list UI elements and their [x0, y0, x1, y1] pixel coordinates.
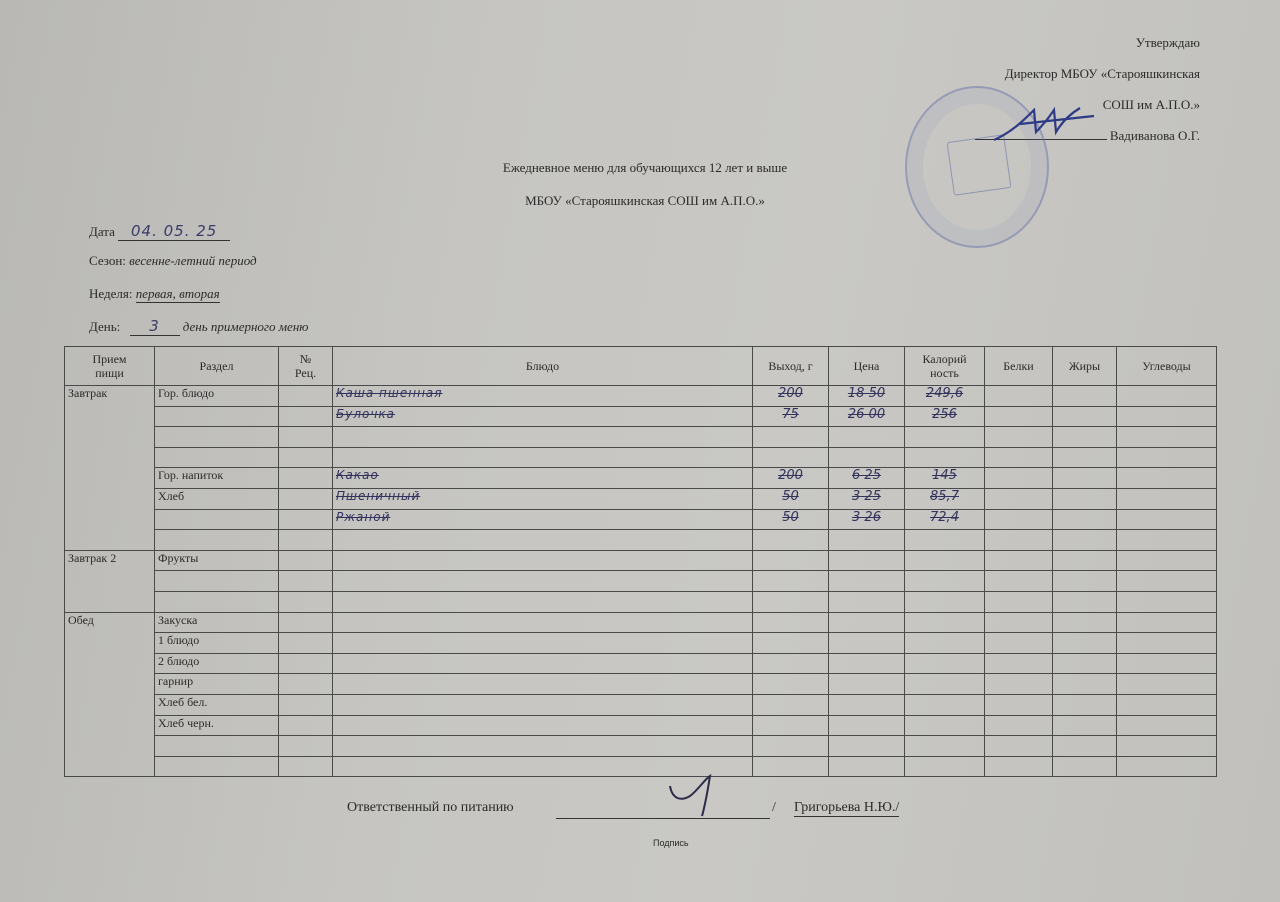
cell-calories: 72,4 [905, 509, 985, 530]
cell-calories [905, 612, 985, 633]
day-value: 3 [130, 317, 180, 336]
cell-yield [753, 674, 829, 695]
cell-protein [985, 736, 1053, 757]
cell-protein [985, 612, 1053, 633]
cell-yield: 200 [753, 468, 829, 489]
cell-price [829, 694, 905, 715]
season-label: Сезон: [89, 253, 126, 268]
cell-meal: Завтрак 2 [65, 550, 155, 612]
cell-yield [753, 427, 829, 448]
cell-carbs [1117, 633, 1217, 654]
cell-fat [1053, 509, 1117, 530]
cell-yield: 75 [753, 406, 829, 427]
cell-carbs [1117, 653, 1217, 674]
cell-price [829, 427, 905, 448]
cell-recipe-no [279, 571, 333, 592]
cell-calories [905, 633, 985, 654]
table-row [65, 633, 1217, 654]
cell-dish [333, 447, 753, 468]
cell-carbs [1117, 715, 1217, 736]
season-field [89, 253, 257, 269]
cell-yield [753, 530, 829, 551]
cell-recipe-no [279, 468, 333, 489]
cell-yield [753, 756, 829, 777]
cell-recipe-no [279, 386, 333, 407]
table-row [65, 756, 1217, 777]
cell-recipe-no [279, 756, 333, 777]
cell-fat [1053, 591, 1117, 612]
cell-dish: Булочка [333, 406, 753, 427]
cell-price: 6 25 [829, 468, 905, 489]
cell-recipe-no [279, 447, 333, 468]
date-field [89, 222, 230, 241]
cell-calories [905, 715, 985, 736]
header-fat: Жиры [1053, 347, 1117, 386]
cell-section: Гор. блюдо [155, 386, 279, 407]
cell-calories [905, 530, 985, 551]
cell-price [829, 591, 905, 612]
cell-protein [985, 530, 1053, 551]
header-calories: Калорий ность [905, 347, 985, 386]
cell-protein [985, 468, 1053, 489]
cell-fat [1053, 386, 1117, 407]
table-row [65, 612, 1217, 633]
cell-yield: 50 [753, 509, 829, 530]
cell-price [829, 653, 905, 674]
cell-recipe-no [279, 653, 333, 674]
header-yield: Выход, г [753, 347, 829, 386]
cell-dish [333, 591, 753, 612]
table-row [65, 509, 1217, 530]
cell-fat [1053, 468, 1117, 489]
cell-yield [753, 694, 829, 715]
cell-section: 1 блюдо [155, 633, 279, 654]
table-row [65, 427, 1217, 448]
cell-carbs [1117, 612, 1217, 633]
week-value: первая, вторая [135, 286, 220, 301]
cell-section: Фрукты [155, 550, 279, 571]
cell-section [155, 736, 279, 757]
cell-price [829, 674, 905, 695]
cell-fat [1053, 756, 1117, 777]
cell-recipe-no [279, 612, 333, 633]
cell-section: гарнир [155, 674, 279, 695]
cell-calories [905, 591, 985, 612]
cell-yield [753, 612, 829, 633]
cell-calories [905, 550, 985, 571]
cell-protein [985, 633, 1053, 654]
responsible-signature [664, 772, 724, 820]
cell-yield [753, 591, 829, 612]
header-recipe-no: № Рец. [279, 347, 333, 386]
cell-carbs [1117, 736, 1217, 757]
table-row [65, 530, 1217, 551]
cell-carbs [1117, 468, 1217, 489]
cell-fat [1053, 715, 1117, 736]
menu-table [64, 346, 1217, 777]
cell-recipe-no [279, 427, 333, 448]
cell-section: Хлеб бел. [155, 694, 279, 715]
cell-dish [333, 715, 753, 736]
table-row [65, 715, 1217, 736]
cell-calories: 145 [905, 468, 985, 489]
cell-protein [985, 653, 1053, 674]
table-row [65, 653, 1217, 674]
cell-fat [1053, 612, 1117, 633]
table-row [65, 736, 1217, 757]
cell-fat [1053, 488, 1117, 509]
cell-protein [985, 509, 1053, 530]
cell-price [829, 736, 905, 757]
cell-carbs [1117, 488, 1217, 509]
header-price: Цена [829, 347, 905, 386]
cell-dish [333, 633, 753, 654]
cell-recipe-no [279, 488, 333, 509]
responsible-signature-line [556, 818, 770, 819]
cell-fat [1053, 736, 1117, 757]
cell-price [829, 612, 905, 633]
cell-fat [1053, 530, 1117, 551]
cell-fat [1053, 427, 1117, 448]
cell-protein [985, 427, 1053, 448]
cell-dish: Какао [333, 468, 753, 489]
cell-recipe-no [279, 736, 333, 757]
cell-protein [985, 550, 1053, 571]
approval-line-2: Директор МБОУ «Старояшкинская [1004, 66, 1200, 81]
header-carbs: Углеводы [1117, 347, 1217, 386]
table-header-row [65, 347, 1217, 386]
cell-dish [333, 653, 753, 674]
cell-carbs [1117, 406, 1217, 427]
cell-protein [985, 447, 1053, 468]
cell-protein [985, 488, 1053, 509]
day-field [89, 317, 308, 336]
cell-protein [985, 591, 1053, 612]
cell-section: Хлеб [155, 488, 279, 509]
cell-carbs [1117, 756, 1217, 777]
cell-section: Хлеб черн. [155, 715, 279, 736]
cell-carbs [1117, 427, 1217, 448]
cell-dish: Пшеничный [333, 488, 753, 509]
cell-dish [333, 694, 753, 715]
cell-price [829, 715, 905, 736]
cell-section: Закуска [155, 612, 279, 633]
cell-fat [1053, 633, 1117, 654]
cell-dish [333, 612, 753, 633]
school-title: МБОУ «Старояшкинская СОШ им А.П.О.» [525, 193, 765, 208]
cell-protein [985, 694, 1053, 715]
cell-recipe-no [279, 591, 333, 612]
cell-price [829, 530, 905, 551]
table-row [65, 591, 1217, 612]
cell-price: 3 25 [829, 488, 905, 509]
cell-protein [985, 386, 1053, 407]
cell-calories: 249,6 [905, 386, 985, 407]
cell-carbs [1117, 591, 1217, 612]
cell-yield [753, 447, 829, 468]
season-value: весенне-летний период [129, 253, 257, 268]
cell-recipe-no [279, 633, 333, 654]
cell-yield [753, 715, 829, 736]
cell-dish: Каша пшенная [333, 386, 753, 407]
cell-recipe-no [279, 509, 333, 530]
cell-price [829, 550, 905, 571]
table-row [65, 571, 1217, 592]
table-row [65, 447, 1217, 468]
cell-calories [905, 694, 985, 715]
cell-yield [753, 653, 829, 674]
date-label: Дата [89, 224, 115, 239]
cell-price [829, 633, 905, 654]
cell-meal: Обед [65, 612, 155, 777]
cell-carbs [1117, 530, 1217, 551]
cell-fat [1053, 447, 1117, 468]
cell-section: 2 блюдо [155, 653, 279, 674]
cell-section [155, 571, 279, 592]
cell-dish [333, 427, 753, 448]
cell-section [155, 406, 279, 427]
cell-calories [905, 653, 985, 674]
cell-meal: Завтрак [65, 386, 155, 551]
cell-calories: 85,7 [905, 488, 985, 509]
cell-calories: 256 [905, 406, 985, 427]
cell-section [155, 427, 279, 448]
cell-recipe-no [279, 530, 333, 551]
table-row [65, 694, 1217, 715]
cell-price [829, 571, 905, 592]
cell-section [155, 591, 279, 612]
cell-yield [753, 571, 829, 592]
cell-dish [333, 736, 753, 757]
cell-dish [333, 674, 753, 695]
header-section: Раздел [155, 347, 279, 386]
cell-carbs [1117, 447, 1217, 468]
header-meal: Прием пищи [65, 347, 155, 386]
table-row [65, 488, 1217, 509]
cell-fat [1053, 674, 1117, 695]
approval-line-3: СОШ им А.П.О.» [1102, 97, 1200, 112]
cell-dish: Ржаной [333, 509, 753, 530]
cell-price: 3 26 [829, 509, 905, 530]
cell-recipe-no [279, 715, 333, 736]
cell-carbs [1117, 550, 1217, 571]
cell-yield [753, 550, 829, 571]
cell-calories [905, 571, 985, 592]
cell-price [829, 447, 905, 468]
cell-fat [1053, 694, 1117, 715]
cell-protein [985, 406, 1053, 427]
table-row [65, 468, 1217, 489]
cell-fat [1053, 550, 1117, 571]
menu-table-body [65, 386, 1217, 777]
cell-price [829, 756, 905, 777]
menu-title: Ежедневное меню для обучающихся 12 лет и выше [502, 160, 788, 175]
cell-protein [985, 571, 1053, 592]
cell-yield: 50 [753, 488, 829, 509]
header-protein: Белки [985, 347, 1053, 386]
week-label: Неделя: [89, 286, 133, 301]
table-row [65, 406, 1217, 427]
header-dish: Блюдо [333, 347, 753, 386]
director-signature [990, 102, 1100, 148]
table-row [65, 550, 1217, 571]
director-name: Вадиванова О.Г. [1109, 128, 1200, 143]
cell-carbs [1117, 674, 1217, 695]
cell-section [155, 447, 279, 468]
cell-protein [985, 756, 1053, 777]
responsible-name: Григорьева Н.Ю./ [794, 800, 900, 815]
cell-yield [753, 633, 829, 654]
week-field [89, 286, 220, 303]
cell-calories [905, 736, 985, 757]
cell-carbs [1117, 386, 1217, 407]
cell-protein [985, 715, 1053, 736]
cell-section [155, 530, 279, 551]
cell-fat [1053, 406, 1117, 427]
cell-dish [333, 550, 753, 571]
signature-caption: Подпись [653, 838, 689, 848]
cell-price: 18 50 [829, 386, 905, 407]
cell-yield [753, 736, 829, 757]
cell-calories [905, 427, 985, 448]
date-value: 04. 05. 25 [118, 222, 230, 241]
responsible-label: Ответственный по питанию [347, 800, 514, 815]
cell-calories [905, 674, 985, 695]
cell-dish [333, 571, 753, 592]
cell-dish [333, 530, 753, 551]
cell-calories [905, 756, 985, 777]
table-row [65, 386, 1217, 407]
cell-recipe-no [279, 674, 333, 695]
day-suffix: день примерного меню [182, 319, 309, 334]
cell-section: Гор. напиток [155, 468, 279, 489]
cell-section [155, 756, 279, 777]
cell-price: 26 00 [829, 406, 905, 427]
day-label: День: [89, 319, 121, 334]
cell-fat [1053, 653, 1117, 674]
cell-carbs [1117, 694, 1217, 715]
cell-recipe-no [279, 406, 333, 427]
cell-fat [1053, 571, 1117, 592]
cell-protein [985, 674, 1053, 695]
approval-line-1: Утверждаю [1135, 35, 1200, 50]
cell-yield: 200 [753, 386, 829, 407]
cell-recipe-no [279, 694, 333, 715]
cell-recipe-no [279, 550, 333, 571]
footer-separator: / [772, 800, 776, 815]
cell-carbs [1117, 571, 1217, 592]
cell-section [155, 509, 279, 530]
table-row [65, 674, 1217, 695]
cell-carbs [1117, 509, 1217, 530]
cell-calories [905, 447, 985, 468]
